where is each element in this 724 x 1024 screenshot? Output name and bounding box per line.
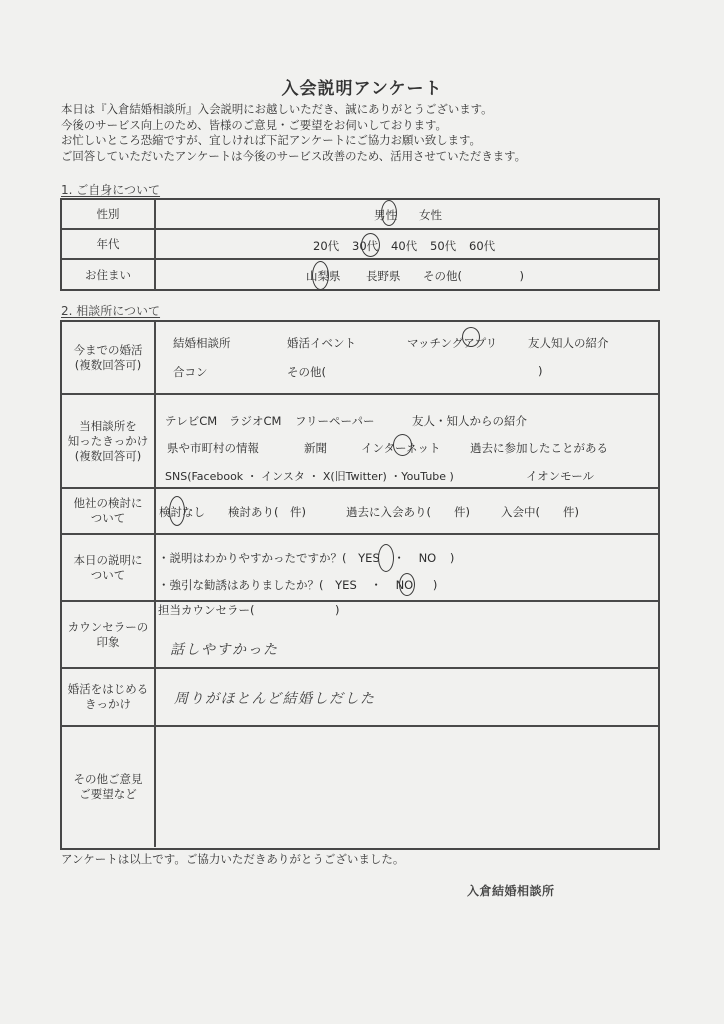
discovery-row (62, 395, 658, 489)
gender-row (62, 200, 658, 230)
discovery-label (62, 395, 156, 487)
other-close-paren: ) (538, 364, 543, 378)
label-line: その他ご意見 (73, 772, 143, 786)
close-paren: ) (449, 551, 455, 565)
counselor-impression-label (62, 602, 156, 667)
question-text: ・強引な勧誘はありましたか？( (158, 578, 324, 592)
counselor-impression-field[interactable] (156, 602, 658, 667)
label-line: (複数回答可) (74, 357, 142, 372)
option-sns[interactable]: SNS(Facebook ・ インスタ ・ X(旧Twitter) ・YouTube ) (165, 470, 454, 483)
label-line: (複数回答可) (74, 448, 142, 463)
question-pressure (158, 577, 437, 593)
option-konkatsu-event[interactable]: 婚活イベント (287, 336, 356, 350)
separator: ・ (393, 551, 405, 565)
option-past-member[interactable]: 過去に入会あり( 件) (346, 505, 470, 519)
residence-row (62, 260, 658, 290)
counselor-impression-row (62, 602, 658, 669)
handwritten-answer: 周りがほとんど結婚しだした (174, 691, 376, 707)
option-newspaper[interactable]: 新聞 (304, 441, 327, 455)
option-marriage-agency[interactable]: 結婚相談所 (173, 336, 231, 350)
intro-line: 今後のサービス向上のため、皆様のご意見・ご要望をお伺いしております。 (61, 117, 447, 132)
comments-label (62, 727, 156, 847)
konkatsu-history-label (62, 322, 156, 393)
label-line: カウンセラーの (67, 619, 149, 634)
gender-options (156, 200, 658, 228)
gender-label: 性別 (62, 200, 156, 228)
intro-line: お忙しいところ恐縮ですが、宜しければ下記アンケートにご協力お願い致します。 (61, 133, 481, 147)
other-agencies-options (156, 489, 658, 533)
intro-paragraph (61, 102, 526, 164)
konkatsu-history-row (62, 322, 658, 395)
other-agencies-row (62, 489, 658, 535)
signature: 入倉結婚相談所 (467, 884, 555, 898)
option-friend-introduction[interactable]: 友人知人の紹介 (528, 336, 609, 350)
discovery-options (156, 395, 658, 487)
age-row (62, 230, 658, 260)
option-matching-app[interactable]: マッチングアプリ (407, 336, 498, 350)
intro-line: 本日は『入倉結婚相談所』入会説明にお越しいただき、誠にありがとうございます。 (61, 102, 493, 116)
page-title: 入会説明アンケート (281, 79, 443, 99)
option-30s[interactable]: 30代 (352, 239, 379, 253)
comments-field[interactable] (156, 727, 658, 847)
option-other-konkatsu[interactable]: その他( (287, 365, 326, 379)
option-40s[interactable]: 40代 (391, 239, 418, 253)
intro-line: ご回答していただいたアンケートは今後のサービス改善のため、活用させていただきます。 (61, 148, 526, 163)
option-yamanashi[interactable]: 山梨県 (306, 269, 341, 283)
option-current-member[interactable]: 入会中( 件) (501, 505, 579, 519)
residence-options (156, 260, 658, 290)
label-line: ついて (90, 511, 126, 525)
label-line: 本日の説明に (73, 552, 143, 567)
agency-table (60, 320, 660, 850)
answer-no[interactable]: NO (418, 551, 437, 565)
start-reason-row (62, 669, 658, 727)
label-line: 今までの婚活 (73, 342, 143, 357)
question-text: ・説明はわかりやすかったですか？( (158, 551, 347, 565)
start-reason-field[interactable] (156, 669, 658, 725)
option-aeon-mall[interactable]: イオンモール (526, 469, 594, 483)
section1-heading: 1. ご自身について (61, 183, 161, 197)
age-options (156, 230, 658, 258)
option-friend-referral[interactable]: 友人・知人からの紹介 (412, 414, 527, 428)
other-agencies-label (62, 489, 156, 533)
label-line: ついて (90, 567, 126, 582)
option-radio-cm[interactable]: ラジオCM (229, 414, 282, 428)
label-line: 婚活をはじめる (67, 682, 149, 696)
option-60s[interactable]: 60代 (469, 239, 496, 253)
label-line: 他社の検討に (73, 496, 143, 510)
label-line: きっかけ (85, 697, 131, 711)
answer-yes[interactable]: YES (335, 578, 357, 592)
option-20s[interactable]: 20代 (313, 239, 340, 253)
comments-row (62, 727, 658, 847)
option-other-residence[interactable]: その他( ) (423, 269, 524, 283)
option-female[interactable]: 女性 (419, 208, 442, 222)
label-line: 印象 (96, 634, 120, 649)
answer-no[interactable]: NO (395, 578, 414, 592)
handwritten-answer: 話しやすかった (170, 642, 279, 658)
option-past-participation[interactable]: 過去に参加したことがある (470, 441, 608, 455)
residence-label: お住まい (62, 260, 156, 290)
konkatsu-history-options (156, 322, 658, 393)
answer-yes[interactable]: YES (358, 551, 380, 565)
option-free-paper[interactable]: フリーペーパー (295, 414, 375, 428)
option-internet[interactable]: インターネット (361, 441, 441, 455)
option-male[interactable]: 男性 (374, 208, 397, 222)
start-reason-label (62, 669, 156, 725)
label-line: 当相談所を (79, 418, 137, 433)
age-label: 年代 (62, 230, 156, 258)
option-not-considered[interactable]: 検討なし (159, 505, 205, 519)
option-goukon[interactable]: 合コン (173, 365, 208, 379)
option-municipal-info[interactable]: 県や市町村の情報 (167, 441, 259, 455)
counselor-name-field[interactable]: 担当カウンセラー( ) (158, 603, 340, 617)
label-line: ご要望など (79, 787, 137, 801)
option-tv-cm[interactable]: テレビCM (165, 414, 218, 428)
closing-message: アンケートは以上です。ご協力いただきありがとうございました。 (61, 852, 405, 866)
explanation-row (62, 535, 658, 602)
separator: ・ (370, 578, 382, 592)
label-line: 知ったきっかけ (67, 433, 149, 448)
close-paren: ) (432, 578, 438, 592)
option-50s[interactable]: 50代 (430, 239, 457, 253)
explanation-questions (156, 535, 658, 600)
explanation-label (62, 535, 156, 600)
section2-heading: 2. 相談所について (61, 304, 161, 318)
profile-table (60, 198, 660, 291)
question-clarity (158, 550, 454, 566)
option-considered[interactable]: 検討あり( 件) (228, 505, 306, 519)
option-nagano[interactable]: 長野県 (366, 269, 401, 283)
